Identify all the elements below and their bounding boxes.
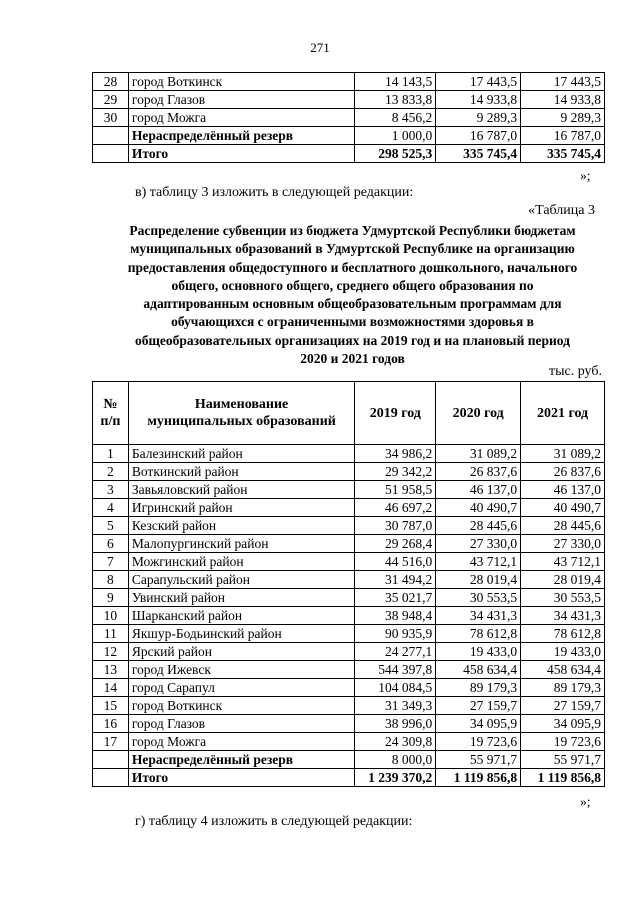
row-value-2020: 9 289,3 (436, 109, 521, 127)
row-value-2020: 17 443,5 (436, 73, 521, 91)
header-number (93, 382, 129, 445)
table-row (93, 109, 605, 127)
row-name: Воткинский район (128, 463, 354, 481)
row-name: Якшур-Бодьинский район (128, 625, 354, 643)
header-2020: 2020 год (436, 382, 521, 445)
row-number: 7 (93, 553, 129, 571)
row-value-2019: 44 516,0 (355, 553, 436, 571)
row-number (93, 127, 129, 145)
table-row (93, 499, 605, 517)
heading-line: обучающихся с ограниченными возможностями здоровья в (171, 314, 534, 330)
row-value-2019: 104 084,5 (355, 679, 436, 697)
row-value-2021: 43 712,1 (521, 553, 605, 571)
row-value-2020: 55 971,7 (436, 751, 521, 769)
row-number: 3 (93, 481, 129, 499)
row-value-2020: 46 137,0 (436, 481, 521, 499)
row-value-2020: 89 179,3 (436, 679, 521, 697)
row-name: город Воткинск (128, 697, 354, 715)
row-value-2020: 30 553,5 (436, 589, 521, 607)
row-value-2019: 29 342,2 (355, 463, 436, 481)
row-number: 15 (93, 697, 129, 715)
row-number (93, 769, 129, 787)
table-row (93, 145, 605, 163)
row-name: город Воткинск (128, 73, 355, 91)
table-row (93, 127, 605, 145)
row-number: 12 (93, 643, 129, 661)
table-heading (100, 222, 605, 368)
row-value-2021: 27 330,0 (521, 535, 605, 553)
row-name: Нераспределённый резерв (128, 751, 354, 769)
table-header-row (93, 382, 605, 445)
row-value-2019: 35 021,7 (355, 589, 436, 607)
table-row (93, 697, 605, 715)
header-name-line1: Наименование (194, 397, 289, 412)
row-number: 6 (93, 535, 129, 553)
table-row (93, 553, 605, 571)
table-row (93, 91, 605, 109)
row-number (93, 751, 129, 769)
row-value-2019: 34 986,2 (355, 445, 436, 463)
row-value-2021: 14 933,8 (521, 91, 605, 109)
row-number: 4 (93, 499, 129, 517)
row-value-2020: 335 745,4 (436, 145, 521, 163)
row-number: 14 (93, 679, 129, 697)
row-name: город Сарапул (128, 679, 354, 697)
table-row (93, 463, 605, 481)
row-value-2020: 28 019,4 (436, 571, 521, 589)
row-name: город Можга (128, 733, 354, 751)
table-row (93, 715, 605, 733)
row-value-2019: 8 000,0 (355, 751, 436, 769)
row-value-2019: 30 787,0 (355, 517, 436, 535)
row-number: 10 (93, 607, 129, 625)
row-value-2021: 28 019,4 (521, 571, 605, 589)
table-reference: «Таблица 3 (528, 203, 595, 218)
heading-line: предоставления общедоступного и бесплатного дошкольного, начального (127, 259, 578, 275)
row-number: 8 (93, 571, 129, 589)
row-number: 28 (93, 73, 129, 91)
heading-line: Распределение субвенции из бюджета Удмуртской Республики бюджетам (129, 223, 576, 238)
row-value-2020: 1 119 856,8 (436, 769, 521, 787)
row-value-2019: 29 268,4 (355, 535, 436, 553)
row-name: Малопургинский район (128, 535, 354, 553)
row-value-2020: 19 433,0 (436, 643, 521, 661)
table-row (93, 73, 605, 91)
row-value-2020: 78 612,8 (436, 625, 521, 643)
row-name: Можгинский район (128, 553, 354, 571)
row-name: Ярский район (128, 643, 354, 661)
header-number-line1: № (103, 397, 118, 412)
row-value-2020: 27 330,0 (436, 535, 521, 553)
heading-line: адаптированным основным общеобразовательным программам для (143, 296, 562, 312)
row-number: 1 (93, 445, 129, 463)
row-value-2021: 27 159,7 (521, 697, 605, 715)
heading-line: общего, основного общего, среднего общего образования по (171, 277, 534, 293)
row-value-2019: 46 697,2 (355, 499, 436, 517)
main-table-closing-quote: »; (580, 794, 591, 809)
table-row (93, 733, 605, 751)
row-value-2020: 458 634,4 (436, 661, 521, 679)
row-value-2020: 26 837,6 (436, 463, 521, 481)
heading-line: муниципальных образований в Удмуртской Республике на организацию (130, 241, 575, 257)
row-value-2021: 30 553,5 (521, 589, 605, 607)
row-number: 17 (93, 733, 129, 751)
row-value-2019: 1 239 370,2 (355, 769, 436, 787)
row-value-2020: 28 445,6 (436, 517, 521, 535)
row-value-2021: 26 837,6 (521, 463, 605, 481)
subvention-table (92, 381, 605, 787)
instruction-g: г) таблицу 4 изложить в следующей редакции: (135, 814, 413, 829)
row-number: 29 (93, 91, 129, 109)
units-label: тыс. руб. (549, 364, 602, 379)
row-value-2021: 78 612,8 (521, 625, 605, 643)
row-value-2020: 31 089,2 (436, 445, 521, 463)
header-2019: 2019 год (355, 382, 436, 445)
row-value-2020: 27 159,7 (436, 697, 521, 715)
row-value-2021: 31 089,2 (521, 445, 605, 463)
table-row (93, 535, 605, 553)
row-value-2020: 34 095,9 (436, 715, 521, 733)
row-value-2020: 16 787,0 (436, 127, 521, 145)
row-value-2019: 51 958,5 (355, 481, 436, 499)
row-value-2020: 34 431,3 (436, 607, 521, 625)
table-row (93, 625, 605, 643)
row-value-2021: 16 787,0 (521, 127, 605, 145)
row-value-2021: 1 119 856,8 (521, 769, 605, 787)
row-name: Балезинский район (128, 445, 354, 463)
row-value-2019: 38 948,4 (355, 607, 436, 625)
row-value-2020: 14 933,8 (436, 91, 521, 109)
row-value-2019: 31 494,2 (355, 571, 436, 589)
table-row (93, 607, 605, 625)
row-number: 13 (93, 661, 129, 679)
row-value-2021: 9 289,3 (521, 109, 605, 127)
table-row (93, 661, 605, 679)
row-value-2019: 1 000,0 (355, 127, 436, 145)
table-row (93, 445, 605, 463)
row-name: Сарапульский район (128, 571, 354, 589)
row-value-2021: 335 745,4 (521, 145, 605, 163)
row-value-2021: 458 634,4 (521, 661, 605, 679)
row-value-2019: 24 309,8 (355, 733, 436, 751)
continued-table (92, 72, 605, 163)
row-value-2021: 28 445,6 (521, 517, 605, 535)
row-name: Итого (128, 769, 354, 787)
table-row (93, 571, 605, 589)
row-number (93, 145, 129, 163)
row-value-2019: 8 456,2 (355, 109, 436, 127)
row-number: 2 (93, 463, 129, 481)
row-value-2019: 13 833,8 (355, 91, 436, 109)
row-name: город Глазов (128, 715, 354, 733)
row-name: Кезский район (128, 517, 354, 535)
header-2021: 2021 год (521, 382, 605, 445)
row-value-2020: 40 490,7 (436, 499, 521, 517)
table-row (93, 589, 605, 607)
row-value-2019: 544 397,8 (355, 661, 436, 679)
row-value-2021: 46 137,0 (521, 481, 605, 499)
table-row (93, 769, 605, 787)
row-name: Завьяловский район (128, 481, 354, 499)
header-number-line2: п/п (100, 414, 121, 429)
row-value-2019: 14 143,5 (355, 73, 436, 91)
table-row (93, 481, 605, 499)
row-value-2021: 89 179,3 (521, 679, 605, 697)
table-row (93, 751, 605, 769)
row-value-2021: 34 095,9 (521, 715, 605, 733)
table-row (93, 643, 605, 661)
row-value-2021: 17 443,5 (521, 73, 605, 91)
row-name: Увинский район (128, 589, 354, 607)
row-value-2021: 19 433,0 (521, 643, 605, 661)
page-number: 271 (310, 40, 330, 55)
row-name: Игринский район (128, 499, 354, 517)
row-name: город Ижевск (128, 661, 354, 679)
row-name: город Можга (128, 109, 355, 127)
heading-line: 2020 и 2021 годов (300, 351, 405, 367)
row-name: город Глазов (128, 91, 355, 109)
row-value-2019: 31 349,3 (355, 697, 436, 715)
row-value-2020: 43 712,1 (436, 553, 521, 571)
row-value-2019: 38 996,0 (355, 715, 436, 733)
row-value-2019: 298 525,3 (355, 145, 436, 163)
table-row (93, 517, 605, 535)
row-number: 9 (93, 589, 129, 607)
row-name: Итого (128, 145, 355, 163)
header-name-line2: муниципальных образований (147, 414, 336, 429)
instruction-v: в) таблицу 3 изложить в следующей редакции: (135, 185, 414, 200)
row-value-2021: 55 971,7 (521, 751, 605, 769)
row-number: 5 (93, 517, 129, 535)
row-number: 11 (93, 625, 129, 643)
row-number: 16 (93, 715, 129, 733)
row-value-2019: 90 935,9 (355, 625, 436, 643)
row-value-2021: 19 723,6 (521, 733, 605, 751)
top-table-closing-quote: »; (580, 168, 591, 183)
row-number: 30 (93, 109, 129, 127)
row-name: Нераспределённый резерв (128, 127, 355, 145)
row-name: Шарканский район (128, 607, 354, 625)
row-value-2021: 34 431,3 (521, 607, 605, 625)
header-name (128, 382, 354, 445)
row-value-2021: 40 490,7 (521, 499, 605, 517)
row-value-2020: 19 723,6 (436, 733, 521, 751)
heading-line: общеобразовательных организациях на 2019 год и на плановый период (135, 332, 570, 348)
table-row (93, 679, 605, 697)
row-value-2019: 24 277,1 (355, 643, 436, 661)
